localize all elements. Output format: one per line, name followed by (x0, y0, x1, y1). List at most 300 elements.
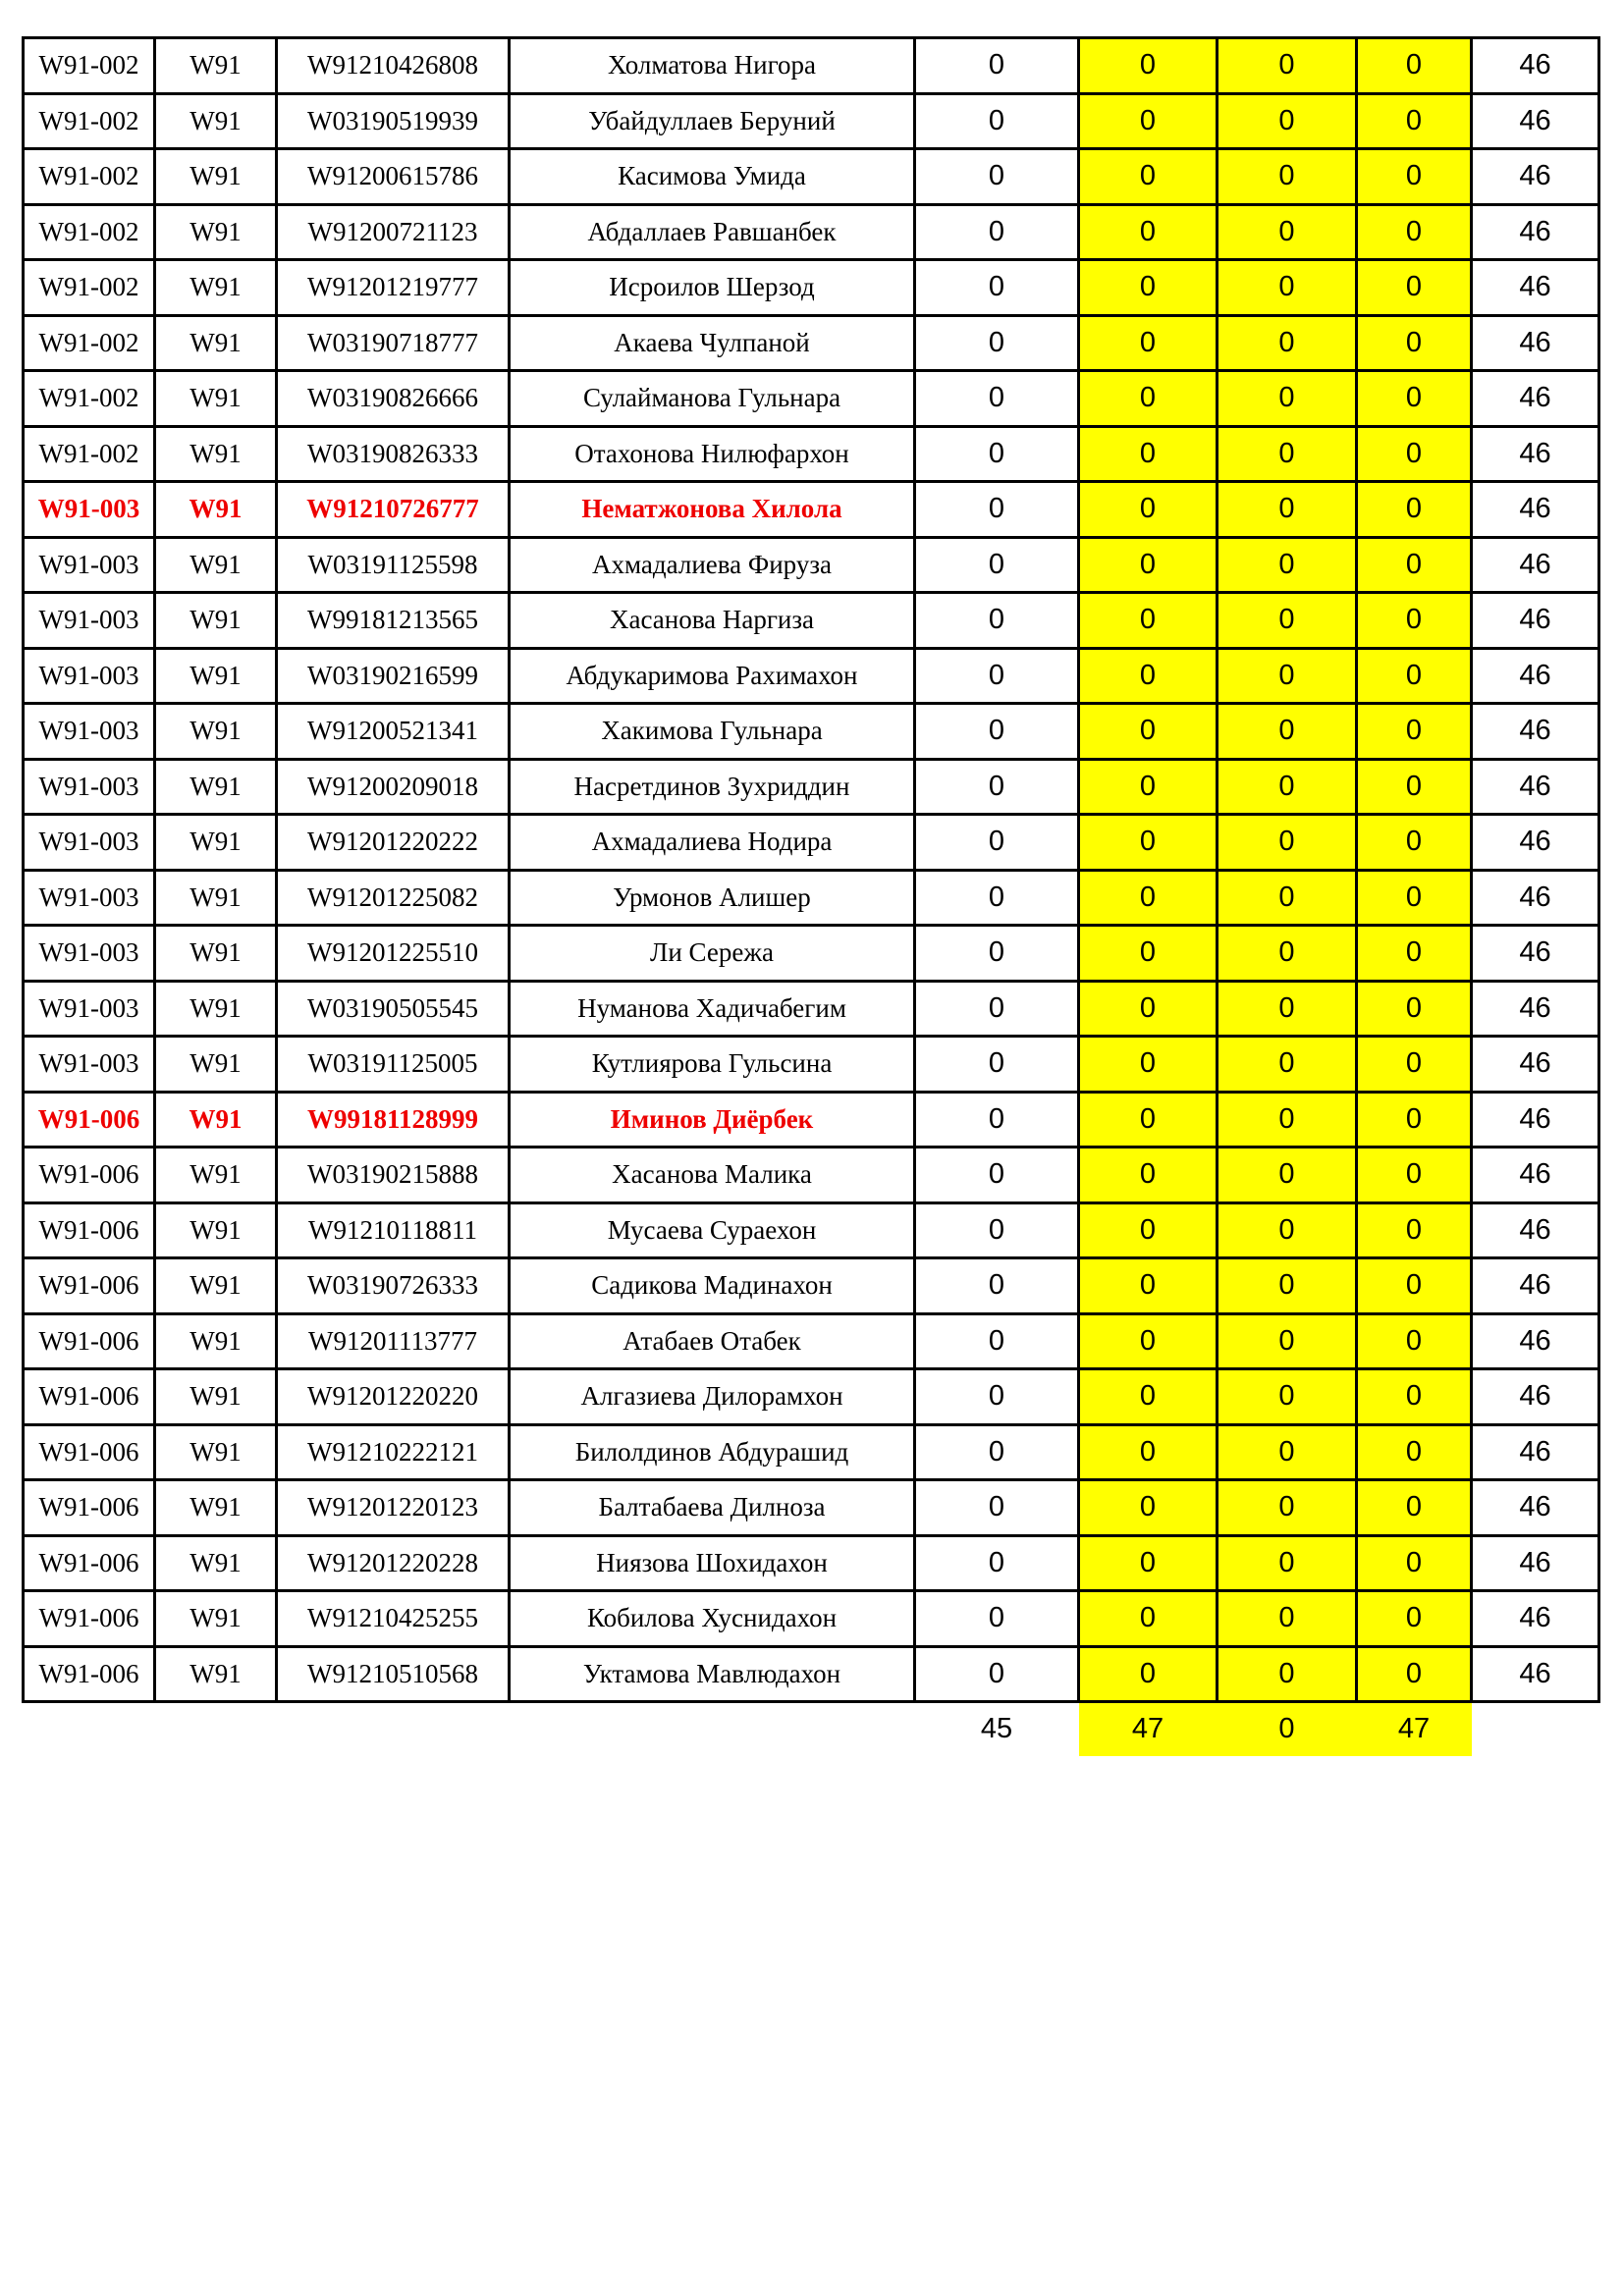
school-code-cell: W91 (155, 648, 277, 704)
score-yellow-cell: 0 (1218, 1092, 1357, 1148)
group-code-cell: W91-003 (24, 648, 155, 704)
student-id-cell: W91201220123 (277, 1480, 510, 1536)
score-yellow-cell: 0 (1218, 593, 1357, 649)
student-name-cell: Акаева Чулпаной (510, 315, 915, 371)
score-yellow-cell: 0 (1218, 981, 1357, 1037)
table-row (24, 870, 1599, 926)
total-score-cell: 46 (1472, 593, 1599, 649)
score-cell: 0 (915, 38, 1079, 94)
score-yellow-cell: 0 (1357, 1037, 1472, 1093)
student-name-cell: Уктамова Мавлюдахон (510, 1646, 915, 1702)
student-name-cell: Урмонов Алишер (510, 870, 915, 926)
group-code-cell: W91-003 (24, 537, 155, 593)
school-code-cell: W91 (155, 1591, 277, 1647)
total-cell (1472, 1702, 1599, 1756)
score-yellow-cell: 0 (1079, 1535, 1218, 1591)
score-yellow-cell: 0 (1218, 426, 1357, 482)
table-row (24, 1646, 1599, 1702)
school-code-cell: W91 (155, 1424, 277, 1480)
student-id-cell: W03190505545 (277, 981, 510, 1037)
school-code-cell: W91 (155, 482, 277, 538)
school-code-cell: W91 (155, 815, 277, 871)
score-cell: 0 (915, 593, 1079, 649)
student-name-cell: Абдукаримова Рахимахон (510, 648, 915, 704)
student-name-cell: Ахмадалиева Фируза (510, 537, 915, 593)
score-yellow-cell: 0 (1079, 315, 1218, 371)
score-yellow-cell: 0 (1218, 1591, 1357, 1647)
score-yellow-cell: 0 (1218, 371, 1357, 427)
score-yellow-cell: 0 (1357, 981, 1472, 1037)
school-code-cell: W91 (155, 149, 277, 205)
total-score-cell: 46 (1472, 1313, 1599, 1369)
score-cell: 0 (915, 1424, 1079, 1480)
group-code-cell: W91-006 (24, 1646, 155, 1702)
group-code-cell: W91-003 (24, 482, 155, 538)
group-code-cell: W91-003 (24, 926, 155, 982)
score-yellow-cell: 0 (1357, 926, 1472, 982)
score-cell: 0 (915, 260, 1079, 316)
score-yellow-cell: 0 (1079, 1258, 1218, 1314)
score-yellow-cell: 0 (1357, 704, 1472, 760)
score-yellow-cell: 0 (1357, 1480, 1472, 1536)
total-score-cell: 46 (1472, 1646, 1599, 1702)
school-code-cell: W91 (155, 38, 277, 94)
score-cell: 0 (915, 704, 1079, 760)
total-cell: 47 (1079, 1702, 1218, 1756)
score-yellow-cell: 0 (1079, 1480, 1218, 1536)
score-yellow-cell: 0 (1079, 981, 1218, 1037)
total-cell (155, 1702, 277, 1756)
school-code-cell: W91 (155, 1480, 277, 1536)
score-yellow-cell: 0 (1218, 1258, 1357, 1314)
total-score-cell: 46 (1472, 38, 1599, 94)
total-cell (277, 1702, 510, 1756)
total-score-cell: 46 (1472, 648, 1599, 704)
score-yellow-cell: 0 (1357, 1646, 1472, 1702)
score-yellow-cell: 0 (1357, 870, 1472, 926)
score-yellow-cell: 0 (1079, 1424, 1218, 1480)
group-code-cell: W91-002 (24, 38, 155, 94)
school-code-cell: W91 (155, 1037, 277, 1093)
score-yellow-cell: 0 (1357, 1313, 1472, 1369)
group-code-cell: W91-003 (24, 981, 155, 1037)
student-id-cell: W91210426808 (277, 38, 510, 94)
school-code-cell: W91 (155, 1092, 277, 1148)
student-id-cell: W91201225510 (277, 926, 510, 982)
score-yellow-cell: 0 (1079, 260, 1218, 316)
total-score-cell: 46 (1472, 1424, 1599, 1480)
student-name-cell: Исроилов Шерзод (510, 260, 915, 316)
score-yellow-cell: 0 (1357, 482, 1472, 538)
school-code-cell: W91 (155, 1148, 277, 1203)
student-id-cell: W91201225082 (277, 870, 510, 926)
score-cell: 0 (915, 1535, 1079, 1591)
score-yellow-cell: 0 (1218, 260, 1357, 316)
score-yellow-cell: 0 (1218, 759, 1357, 815)
school-code-cell: W91 (155, 1313, 277, 1369)
table-row (24, 648, 1599, 704)
total-score-cell: 46 (1472, 704, 1599, 760)
table-row (24, 926, 1599, 982)
total-score-cell: 46 (1472, 93, 1599, 149)
score-yellow-cell: 0 (1357, 204, 1472, 260)
table-row (24, 759, 1599, 815)
total-score-cell: 46 (1472, 926, 1599, 982)
score-yellow-cell: 0 (1357, 815, 1472, 871)
table-row (24, 1202, 1599, 1258)
score-yellow-cell: 0 (1357, 1092, 1472, 1148)
score-yellow-cell: 0 (1218, 926, 1357, 982)
group-code-cell: W91-006 (24, 1480, 155, 1536)
school-code-cell: W91 (155, 1258, 277, 1314)
total-score-cell: 46 (1472, 1092, 1599, 1148)
school-code-cell: W91 (155, 759, 277, 815)
score-yellow-cell: 0 (1218, 537, 1357, 593)
school-code-cell: W91 (155, 1535, 277, 1591)
school-code-cell: W91 (155, 870, 277, 926)
score-yellow-cell: 0 (1357, 38, 1472, 94)
school-code-cell: W91 (155, 593, 277, 649)
group-code-cell: W91-002 (24, 315, 155, 371)
score-cell: 0 (915, 926, 1079, 982)
total-score-cell: 46 (1472, 315, 1599, 371)
table-row (24, 1369, 1599, 1425)
group-code-cell: W91-006 (24, 1591, 155, 1647)
score-cell: 0 (915, 1148, 1079, 1203)
student-id-cell: W91201113777 (277, 1313, 510, 1369)
total-score-cell: 46 (1472, 204, 1599, 260)
score-yellow-cell: 0 (1079, 537, 1218, 593)
score-yellow-cell: 0 (1079, 1092, 1218, 1148)
score-yellow-cell: 0 (1079, 426, 1218, 482)
score-cell: 0 (915, 1258, 1079, 1314)
score-yellow-cell: 0 (1079, 1037, 1218, 1093)
school-code-cell: W91 (155, 981, 277, 1037)
score-yellow-cell: 0 (1357, 93, 1472, 149)
group-code-cell: W91-006 (24, 1424, 155, 1480)
school-code-cell: W91 (155, 260, 277, 316)
score-yellow-cell: 0 (1357, 1535, 1472, 1591)
total-cell: 0 (1218, 1702, 1357, 1756)
student-id-cell: W91201220220 (277, 1369, 510, 1425)
student-id-cell: W03190826666 (277, 371, 510, 427)
table-row (24, 315, 1599, 371)
score-yellow-cell: 0 (1357, 371, 1472, 427)
score-yellow-cell: 0 (1357, 1591, 1472, 1647)
school-code-cell: W91 (155, 204, 277, 260)
score-cell: 0 (915, 759, 1079, 815)
group-code-cell: W91-002 (24, 93, 155, 149)
score-yellow-cell: 0 (1357, 593, 1472, 649)
total-score-cell: 46 (1472, 1037, 1599, 1093)
table-row (24, 537, 1599, 593)
table-row (24, 593, 1599, 649)
score-cell: 0 (915, 1313, 1079, 1369)
score-yellow-cell: 0 (1218, 315, 1357, 371)
score-yellow-cell: 0 (1079, 593, 1218, 649)
total-score-cell: 46 (1472, 426, 1599, 482)
total-score-cell: 46 (1472, 1148, 1599, 1203)
table-row (24, 1591, 1599, 1647)
student-id-cell: W91210222121 (277, 1424, 510, 1480)
student-name-cell: Хасанова Наргиза (510, 593, 915, 649)
student-id-cell: W03190718777 (277, 315, 510, 371)
total-score-cell: 46 (1472, 981, 1599, 1037)
score-yellow-cell: 0 (1218, 1148, 1357, 1203)
score-yellow-cell: 0 (1357, 1148, 1472, 1203)
score-cell: 0 (915, 1369, 1079, 1425)
score-yellow-cell: 0 (1357, 260, 1472, 316)
score-cell: 0 (915, 1037, 1079, 1093)
table-row (24, 426, 1599, 482)
table-row (24, 38, 1599, 94)
student-id-cell: W91210510568 (277, 1646, 510, 1702)
group-code-cell: W91-002 (24, 149, 155, 205)
score-yellow-cell: 0 (1079, 93, 1218, 149)
total-score-cell: 46 (1472, 537, 1599, 593)
group-code-cell: W91-006 (24, 1202, 155, 1258)
student-name-cell: Садикова Мадинахон (510, 1258, 915, 1314)
group-code-cell: W91-006 (24, 1258, 155, 1314)
score-yellow-cell: 0 (1079, 149, 1218, 205)
group-code-cell: W91-003 (24, 1037, 155, 1093)
group-code-cell: W91-006 (24, 1148, 155, 1203)
score-yellow-cell: 0 (1218, 648, 1357, 704)
score-yellow-cell: 0 (1357, 648, 1472, 704)
score-yellow-cell: 0 (1218, 1202, 1357, 1258)
group-code-cell: W91-006 (24, 1369, 155, 1425)
group-code-cell: W91-003 (24, 870, 155, 926)
score-yellow-cell: 0 (1079, 1369, 1218, 1425)
score-yellow-cell: 0 (1218, 93, 1357, 149)
total-score-cell: 46 (1472, 149, 1599, 205)
student-id-cell: W91200721123 (277, 204, 510, 260)
score-yellow-cell: 0 (1218, 204, 1357, 260)
student-id-cell: W99181128999 (277, 1092, 510, 1148)
student-id-cell: W03190726333 (277, 1258, 510, 1314)
student-id-cell: W03190826333 (277, 426, 510, 482)
student-name-cell: Убайдуллаев Беруний (510, 93, 915, 149)
student-name-cell: Алгазиева Дилорамхон (510, 1369, 915, 1425)
table-row (24, 1092, 1599, 1148)
score-yellow-cell: 0 (1079, 815, 1218, 871)
table-row (24, 1535, 1599, 1591)
score-yellow-cell: 0 (1079, 482, 1218, 538)
table-row (24, 1480, 1599, 1536)
table-row (24, 1313, 1599, 1369)
score-cell: 0 (915, 93, 1079, 149)
score-sheet (22, 36, 1600, 1756)
table-row (24, 1148, 1599, 1203)
table-row (24, 93, 1599, 149)
student-id-cell: W91210425255 (277, 1591, 510, 1647)
table-row (24, 1037, 1599, 1093)
score-yellow-cell: 0 (1218, 149, 1357, 205)
student-id-cell: W91200209018 (277, 759, 510, 815)
school-code-cell: W91 (155, 926, 277, 982)
total-score-cell: 46 (1472, 1591, 1599, 1647)
group-code-cell: W91-003 (24, 815, 155, 871)
student-name-cell: Холматова Нигора (510, 38, 915, 94)
total-score-cell: 46 (1472, 759, 1599, 815)
school-code-cell: W91 (155, 371, 277, 427)
total-score-cell: 46 (1472, 260, 1599, 316)
group-code-cell: W91-006 (24, 1092, 155, 1148)
totals-row (24, 1702, 1599, 1756)
score-yellow-cell: 0 (1218, 1313, 1357, 1369)
score-cell: 0 (915, 482, 1079, 538)
score-yellow-cell: 0 (1357, 759, 1472, 815)
score-yellow-cell: 0 (1218, 1480, 1357, 1536)
school-code-cell: W91 (155, 315, 277, 371)
student-name-cell: Ахмадалиева Нодира (510, 815, 915, 871)
total-score-cell: 46 (1472, 1369, 1599, 1425)
student-name-cell: Атабаев Отабек (510, 1313, 915, 1369)
score-yellow-cell: 0 (1079, 1646, 1218, 1702)
score-yellow-cell: 0 (1079, 1202, 1218, 1258)
score-yellow-cell: 0 (1357, 537, 1472, 593)
total-score-cell: 46 (1472, 1202, 1599, 1258)
score-yellow-cell: 0 (1218, 38, 1357, 94)
student-name-cell: Ниязова Шохидахон (510, 1535, 915, 1591)
score-cell: 0 (915, 815, 1079, 871)
score-cell: 0 (915, 1591, 1079, 1647)
total-score-cell: 46 (1472, 371, 1599, 427)
score-cell: 0 (915, 1480, 1079, 1536)
total-score-cell: 46 (1472, 1480, 1599, 1536)
score-yellow-cell: 0 (1218, 704, 1357, 760)
score-yellow-cell: 0 (1218, 815, 1357, 871)
student-name-cell: Кобилова Хуснидахон (510, 1591, 915, 1647)
student-id-cell: W91200615786 (277, 149, 510, 205)
table-row (24, 1424, 1599, 1480)
score-yellow-cell: 0 (1079, 870, 1218, 926)
score-yellow-cell: 0 (1079, 704, 1218, 760)
score-yellow-cell: 0 (1079, 926, 1218, 982)
score-yellow-cell: 0 (1079, 759, 1218, 815)
total-score-cell: 46 (1472, 482, 1599, 538)
total-cell (510, 1702, 915, 1756)
student-name-cell: Хакимова Гульнара (510, 704, 915, 760)
score-cell: 0 (915, 371, 1079, 427)
student-name-cell: Отахонова Нилюфархон (510, 426, 915, 482)
table-row (24, 482, 1599, 538)
score-yellow-cell: 0 (1357, 1202, 1472, 1258)
score-cell: 0 (915, 426, 1079, 482)
group-code-cell: W91-002 (24, 426, 155, 482)
score-yellow-cell: 0 (1357, 426, 1472, 482)
student-name-cell: Балтабаева Дилноза (510, 1480, 915, 1536)
student-name-cell: Нуманова Хадичабегим (510, 981, 915, 1037)
student-id-cell: W91210118811 (277, 1202, 510, 1258)
student-id-cell: W03190216599 (277, 648, 510, 704)
score-yellow-cell: 0 (1079, 1313, 1218, 1369)
student-name-cell: Ли Сережа (510, 926, 915, 982)
school-code-cell: W91 (155, 1202, 277, 1258)
score-cell: 0 (915, 981, 1079, 1037)
score-yellow-cell: 0 (1357, 1369, 1472, 1425)
school-code-cell: W91 (155, 1369, 277, 1425)
total-score-cell: 46 (1472, 1535, 1599, 1591)
score-yellow-cell: 0 (1079, 648, 1218, 704)
student-id-cell: W91200521341 (277, 704, 510, 760)
table-row (24, 1258, 1599, 1314)
score-cell: 0 (915, 204, 1079, 260)
student-id-cell: W91210726777 (277, 482, 510, 538)
score-cell: 0 (915, 149, 1079, 205)
student-name-cell: Насретдинов Зухриддин (510, 759, 915, 815)
student-name-cell: Абдаллаев Равшанбек (510, 204, 915, 260)
score-yellow-cell: 0 (1357, 315, 1472, 371)
student-name-cell: Билолдинов Абдурашид (510, 1424, 915, 1480)
total-score-cell: 46 (1472, 1258, 1599, 1314)
total-cell: 45 (980, 1713, 1013, 1745)
student-id-cell: W91201219777 (277, 260, 510, 316)
score-cell: 0 (915, 1202, 1079, 1258)
students-table (22, 36, 1600, 1756)
student-id-cell: W03191125005 (277, 1037, 510, 1093)
student-name-cell: Мусаева Сураехон (510, 1202, 915, 1258)
group-code-cell: W91-002 (24, 260, 155, 316)
student-name-cell: Сулайманова Гульнара (510, 371, 915, 427)
score-yellow-cell: 0 (1357, 1258, 1472, 1314)
score-yellow-cell: 0 (1357, 1424, 1472, 1480)
table-row (24, 149, 1599, 205)
score-yellow-cell: 0 (1079, 1591, 1218, 1647)
group-code-cell: W91-006 (24, 1313, 155, 1369)
student-name-cell: Иминов Диёрбек (510, 1092, 915, 1148)
student-id-cell: W03190215888 (277, 1148, 510, 1203)
score-yellow-cell: 0 (1079, 204, 1218, 260)
school-code-cell: W91 (155, 93, 277, 149)
school-code-cell: W91 (155, 704, 277, 760)
student-name-cell: Кутлиярова Гульсина (510, 1037, 915, 1093)
table-row (24, 371, 1599, 427)
student-id-cell: W03190519939 (277, 93, 510, 149)
group-code-cell: W91-003 (24, 593, 155, 649)
table-row (24, 815, 1599, 871)
score-yellow-cell: 0 (1218, 482, 1357, 538)
group-code-cell: W91-003 (24, 759, 155, 815)
table-row (24, 204, 1599, 260)
score-cell: 0 (915, 870, 1079, 926)
school-code-cell: W91 (155, 537, 277, 593)
total-score-cell: 46 (1472, 870, 1599, 926)
student-name-cell: Касимова Умида (510, 149, 915, 205)
score-yellow-cell: 0 (1218, 1535, 1357, 1591)
score-yellow-cell: 0 (1218, 870, 1357, 926)
score-cell: 0 (915, 1646, 1079, 1702)
group-code-cell: W91-003 (24, 704, 155, 760)
student-id-cell: W99181213565 (277, 593, 510, 649)
school-code-cell: W91 (155, 1646, 277, 1702)
group-code-cell: W91-002 (24, 371, 155, 427)
student-id-cell: W91201220228 (277, 1535, 510, 1591)
school-code-cell: W91 (155, 426, 277, 482)
table-row (24, 260, 1599, 316)
score-cell: 0 (915, 537, 1079, 593)
score-yellow-cell: 0 (1357, 149, 1472, 205)
score-cell: 0 (915, 315, 1079, 371)
table-row (24, 981, 1599, 1037)
score-yellow-cell: 0 (1079, 371, 1218, 427)
score-yellow-cell: 0 (1218, 1424, 1357, 1480)
score-yellow-cell: 0 (1218, 1037, 1357, 1093)
group-code-cell: W91-002 (24, 204, 155, 260)
student-name-cell: Нематжонова Хилола (510, 482, 915, 538)
score-yellow-cell: 0 (1218, 1369, 1357, 1425)
score-cell: 0 (915, 1092, 1079, 1148)
